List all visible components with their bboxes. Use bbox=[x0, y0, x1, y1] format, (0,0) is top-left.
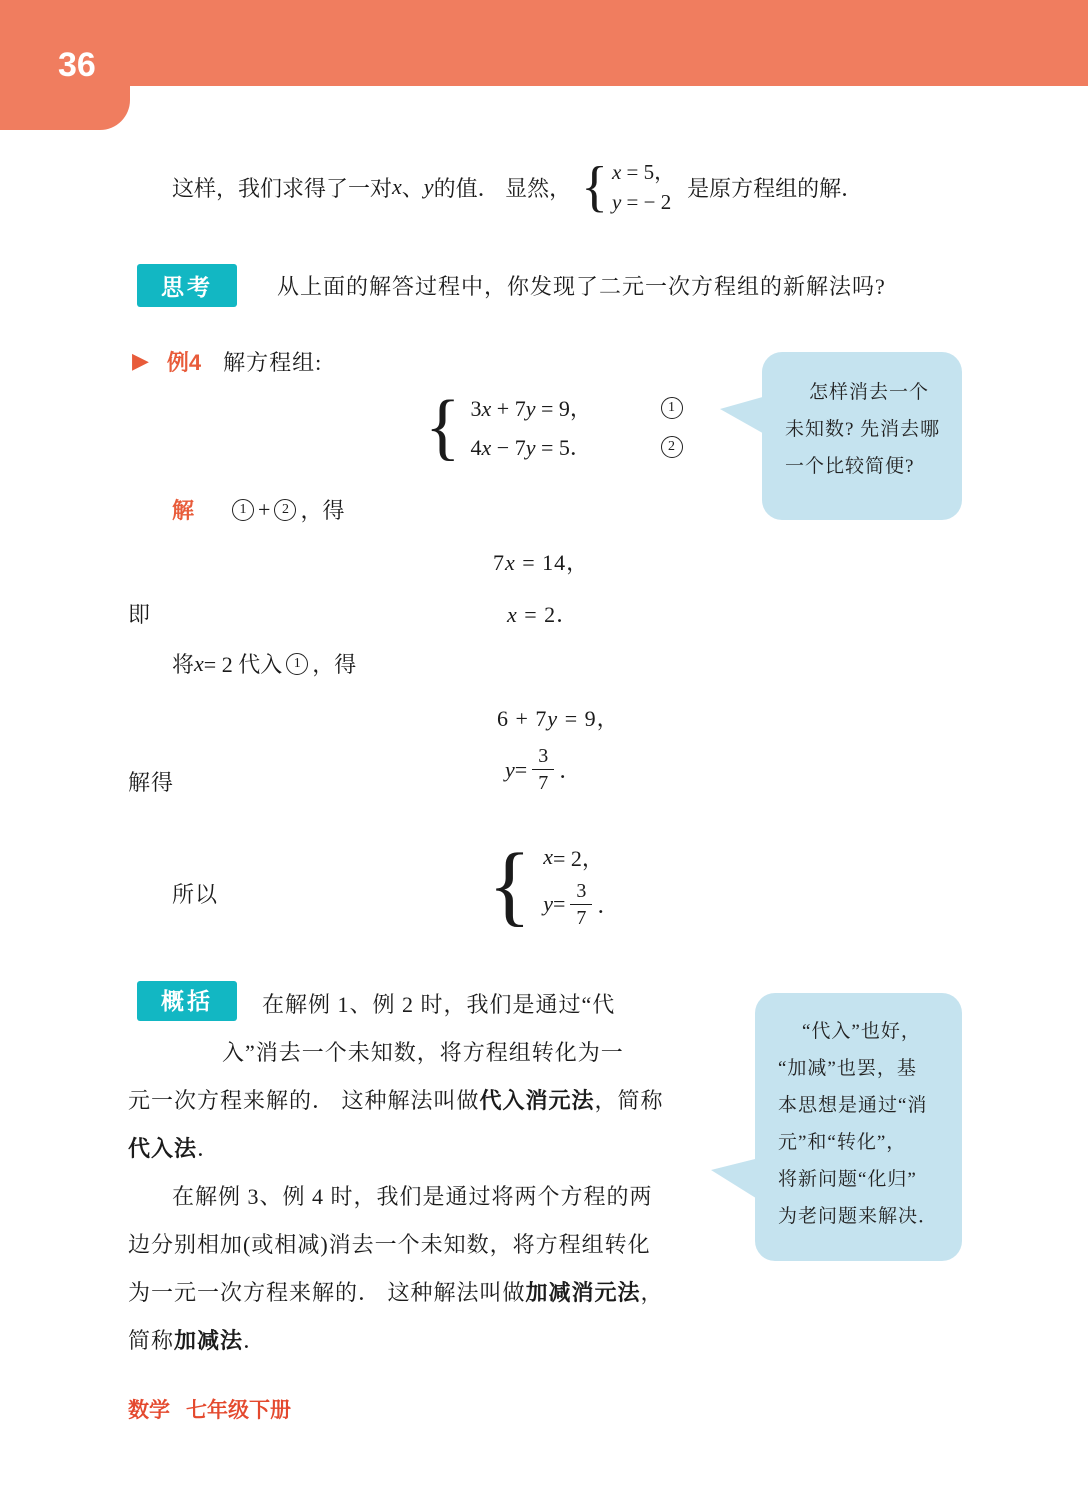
bubble-line: 一个比较简便? bbox=[785, 456, 915, 477]
therefore-label: 所以 bbox=[172, 882, 219, 907]
header-tab bbox=[0, 85, 130, 130]
hint-bubble-text bbox=[762, 352, 962, 485]
fraction-3-7 bbox=[532, 744, 554, 795]
equation-column bbox=[471, 388, 687, 466]
summary-label-wrap bbox=[137, 981, 237, 1021]
equation-1 bbox=[471, 388, 687, 427]
var-y: y bbox=[611, 190, 622, 214]
intro-line bbox=[172, 156, 863, 218]
final-system bbox=[488, 836, 619, 936]
solve-step-2: 将 x = 2 代入 1 ，得 bbox=[172, 650, 357, 677]
bubble-line: 未知数? 先消去哪 bbox=[785, 419, 941, 440]
var-y: y bbox=[423, 174, 434, 199]
example-title: 解方程组: bbox=[223, 350, 323, 375]
summary-p1-line1: 在解例 1、例 2 时，我们是通过“代 bbox=[262, 992, 616, 1017]
circled-2: 2 bbox=[274, 499, 296, 521]
solve-result-label: 解得 bbox=[128, 770, 175, 795]
bubble-tail-icon bbox=[720, 396, 766, 435]
intro-system-line-1 bbox=[612, 157, 675, 187]
var-y: y bbox=[525, 435, 536, 460]
equation-x2: x = 2． bbox=[507, 602, 580, 627]
equation-system bbox=[425, 386, 687, 468]
term-substitution-method: 代入法 bbox=[128, 1136, 198, 1161]
summary-p2-line2: 边分别相加(或相减)消去一个未知数，将方程组转化 bbox=[128, 1232, 651, 1257]
solve-step-1 bbox=[172, 494, 344, 525]
equation-2 bbox=[471, 427, 687, 466]
intro-text-2: 的值． 显然， bbox=[433, 175, 572, 201]
brace: { bbox=[488, 836, 532, 935]
brace: { bbox=[581, 156, 608, 218]
summary-p2-line1: 在解例 3、例 4 时，我们是通过将两个方程的两 bbox=[172, 1184, 653, 1209]
intro-text-1: 这样，我们求得了一对 bbox=[172, 175, 393, 201]
var-x: x bbox=[481, 435, 492, 460]
fraction-denominator: 7 bbox=[576, 906, 587, 929]
bubble-line: 本思想是通过“消 bbox=[778, 1095, 928, 1116]
circled-1: 1 bbox=[286, 653, 308, 675]
var-y: y bbox=[525, 396, 536, 421]
bubble-line: 元”和“转化”， bbox=[778, 1132, 907, 1153]
bubble-line: 为老问题来解决． bbox=[778, 1206, 939, 1227]
example-marker-icon: ▶ bbox=[132, 349, 149, 374]
equation-1-number: 1 bbox=[661, 397, 683, 419]
var-y: y bbox=[505, 756, 515, 782]
final-line-1: x = 2， bbox=[543, 844, 604, 871]
intro-system bbox=[612, 157, 675, 217]
var-x: x bbox=[611, 160, 622, 184]
summary-p1-line2: 入”消去一个未知数，将方程组转化为一 bbox=[222, 1040, 624, 1065]
fraction-3-7 bbox=[570, 879, 592, 930]
equation-7x: 7x = 14， bbox=[493, 550, 590, 575]
summary-p1-line4: 代入法． bbox=[128, 1136, 221, 1161]
circled-1: 1 bbox=[232, 499, 254, 521]
bubble-line: “加减”也罢，基 bbox=[778, 1058, 917, 1079]
solve-step-1-text: 1 + 2 ，得 bbox=[228, 494, 344, 525]
summary-label: 概括 bbox=[137, 981, 237, 1021]
intro-system-rhs-1: = 5， bbox=[621, 160, 676, 184]
header-bar bbox=[0, 0, 1088, 86]
var-x: x bbox=[505, 550, 516, 575]
bubble-line: 将新问题“化归” bbox=[778, 1169, 917, 1190]
think-row bbox=[137, 264, 886, 307]
fraction-denominator: 7 bbox=[538, 772, 549, 794]
so-label: 即 bbox=[128, 602, 152, 627]
example-label: 例4 bbox=[166, 350, 202, 375]
fraction-numerator: 3 bbox=[570, 879, 592, 905]
intro-text-3: 是原方程组的解． bbox=[687, 175, 864, 201]
bubble-line: “代入”也好， bbox=[802, 1021, 921, 1042]
bubble-tail-icon bbox=[711, 1158, 759, 1200]
fraction-numerator: 3 bbox=[532, 744, 554, 770]
hint-bubble-text bbox=[755, 993, 962, 1235]
var-x: x bbox=[481, 396, 492, 421]
equation-2-number: 2 bbox=[661, 436, 683, 458]
footer-grade: 七年级下册 bbox=[186, 1399, 291, 1422]
equation-1-text: 3x + 7y = 9， bbox=[470, 396, 592, 421]
summary-p1-line3: 元一次方程来解的． 这种解法叫做代入消元法，简称 bbox=[128, 1088, 664, 1113]
var-y: y bbox=[547, 706, 559, 731]
intro-system-line-2 bbox=[612, 187, 675, 217]
equation-2-text: 4x − 7y = 5． bbox=[470, 435, 592, 460]
result-expression: y = $\frac{3}{7}$ ． bbox=[505, 745, 582, 794]
think-label: 思考 bbox=[137, 264, 237, 307]
page-number: 36 bbox=[58, 46, 96, 84]
equation-6-7y: 6 + 7y = 9， bbox=[497, 706, 620, 731]
term-addition-subtraction-method: 加减法 bbox=[174, 1328, 244, 1353]
example-heading bbox=[132, 346, 322, 377]
term-substitution-elimination: 代入消元法 bbox=[479, 1088, 595, 1113]
var-y: y bbox=[543, 891, 553, 916]
var-x: x bbox=[507, 602, 518, 627]
brace: { bbox=[425, 386, 461, 468]
intro-system-rhs-2: = − 2 bbox=[621, 190, 672, 214]
solve-label: 解 bbox=[172, 498, 195, 523]
hint-bubble-elimination bbox=[762, 352, 962, 520]
var-x: x bbox=[194, 650, 204, 676]
final-system-column bbox=[543, 839, 619, 933]
page-footer bbox=[128, 1394, 291, 1424]
summary-p2-line3: 为一元一次方程来解的． 这种解法叫做加减消元法， bbox=[128, 1280, 664, 1305]
think-text: 从上面的解答过程中，你发现了二元一次方程组的新解法吗? bbox=[277, 274, 886, 299]
bubble-line: 怎样消去一个 bbox=[809, 382, 930, 403]
final-line-2: y = $\frac{3}{7}$ ． bbox=[543, 879, 620, 929]
intro-sep: 、 bbox=[401, 175, 424, 201]
term-addition-subtraction-elimination: 加减消元法 bbox=[525, 1280, 641, 1305]
var-x: x bbox=[543, 844, 553, 869]
footer-subject: 数学 bbox=[128, 1399, 170, 1422]
var-x: x bbox=[392, 174, 402, 199]
summary-p2-line4: 简称加减法． bbox=[128, 1328, 267, 1353]
hint-bubble-idea bbox=[755, 993, 962, 1261]
